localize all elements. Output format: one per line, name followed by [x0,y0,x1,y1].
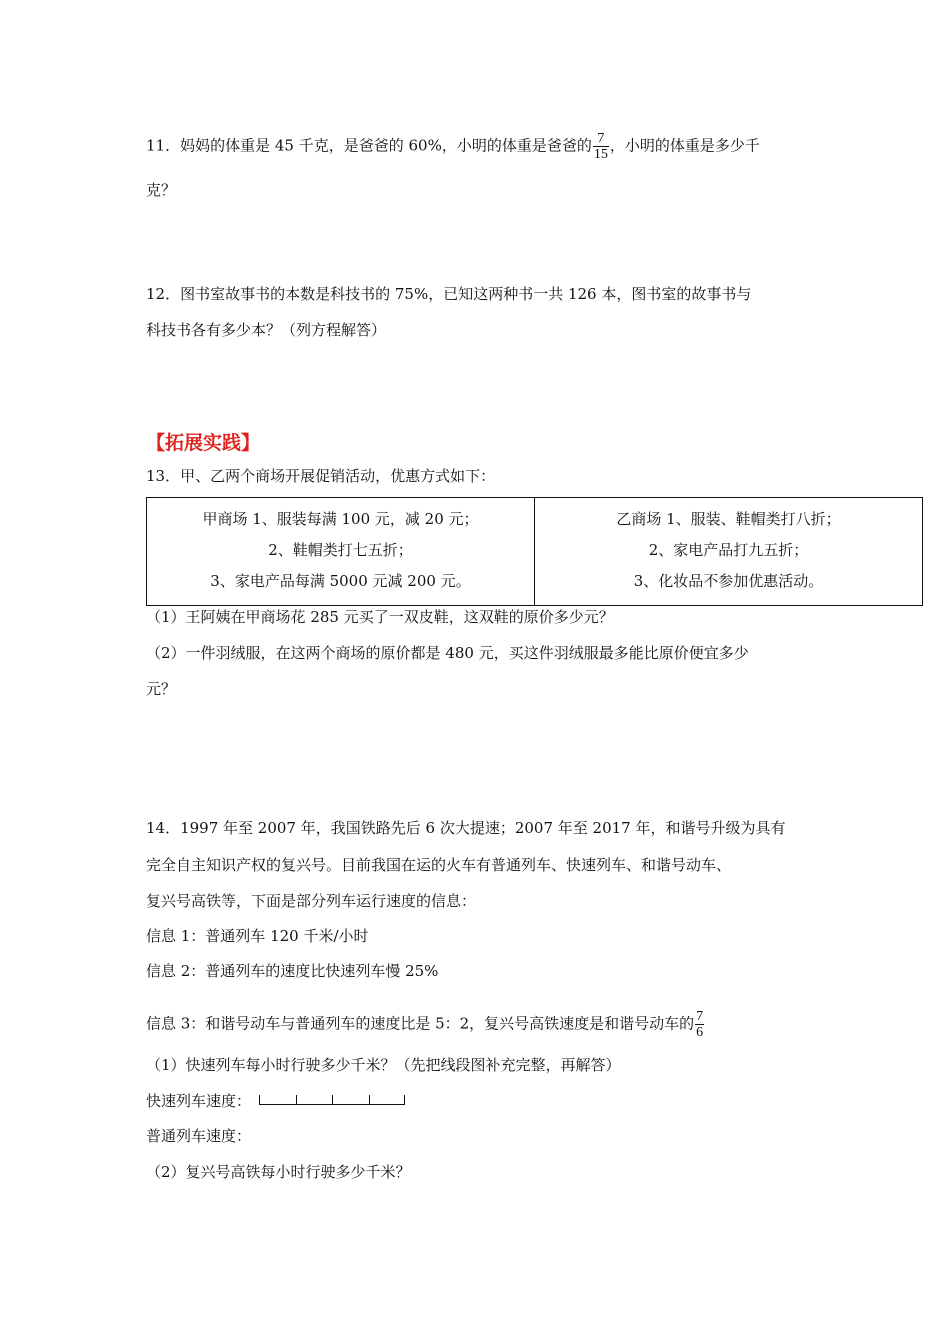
q12-line1: 12．图书室故事书的本数是科技书的 75%，已知这两种书一共 126 本，图书室的故事书与 [146,285,752,303]
q14-info3-fraction [695,1009,704,1040]
q14-info3 [146,1009,705,1040]
mall-a-rule-1: 甲商场 1、服装每满 100 元，减 20 元； [202,510,479,528]
q14-line1: 14．1997 年至 2007 年，我国铁路先后 6 次大提速；2007 年至 2017 年，和谐号升级为具有 [146,819,786,837]
mall-b-rule-1: 乙商场 1、服装、鞋帽类打八折； [616,510,841,528]
q13-sub2-line2: 元？ [146,680,177,698]
mall-b-rule-2: 2、家电产品打九五折； [648,541,809,559]
segment-tick [404,1095,405,1105]
q11-fraction [593,131,609,162]
segment-tick [369,1095,370,1105]
mall-a-rule-2: 2、鞋帽类打七五折； [268,541,413,559]
q14-line3: 复兴号高铁等，下面是部分列车运行速度的信息： [146,892,477,910]
mall-a-rule-3: 3、家电产品每满 5000 元减 200 元。 [210,572,471,590]
q14-info1: 信息 1：普通列车 120 千米/小时 [146,927,369,945]
q11-line2: 克？ [146,181,177,199]
q14-info2: 信息 2：普通列车的速度比快速列车慢 25% [146,962,439,980]
promo-cell-mall-b [535,498,923,606]
q13-intro: 13．甲、乙两个商场开展促销活动，优惠方式如下： [146,467,496,485]
q14-info3-fraction-denominator: 6 [696,1025,704,1040]
segment-tick [296,1095,297,1105]
q13-sub2-line1: （2）一件羽绒服，在这两个商场的原价都是 480 元，买这件羽绒服最多能比原价便宜多少 [146,644,749,662]
section-title: 【拓展实践】 [146,432,261,454]
q11-text-start: 11．妈妈的体重是 45 千克，是爸爸的 60%，小明的体重是爸爸的 [146,136,592,155]
promo-cell-mall-a [147,498,535,606]
promo-table [146,497,923,606]
q11-text-end: ，小明的体重是多少千 [609,136,760,155]
q14-info3-fraction-numerator: 7 [696,1009,704,1024]
q12-line2: 科技书各有多少本？（列方程解答） [146,321,387,339]
segment-tick [332,1095,333,1105]
mall-b-rule-3: 3、化妆品不参加优惠活动。 [633,572,824,590]
promo-table-row [147,498,923,606]
fast-train-label: 快速列车速度： [146,1092,252,1110]
q14-sub1: （1）快速列车每小时行驶多少千米？（先把线段图补充完整，再解答） [146,1056,621,1074]
q14-sub2: （2）复兴号高铁每小时行驶多少千米？ [146,1163,411,1181]
segment-tick [259,1095,260,1105]
q11-fraction-denominator: 15 [593,147,608,162]
fast-train-segment-diagram [259,1095,405,1105]
q14-info3-text: 信息 3：和谐号动车与普通列车的速度比是 5：2，复兴号高铁速度是和谐号动车的 [146,1014,695,1033]
q11-fraction-numerator: 7 [597,131,605,146]
q13-sub1: （1）王阿姨在甲商场花 285 元买了一双皮鞋，这双鞋的原价多少元？ [146,608,614,626]
q14-line2: 完全自主知识产权的复兴号。目前我国在运的火车有普通列车、快速列车、和谐号动车、 [146,856,732,874]
q11-line1 [146,131,760,162]
normal-train-label: 普通列车速度： [146,1127,252,1145]
